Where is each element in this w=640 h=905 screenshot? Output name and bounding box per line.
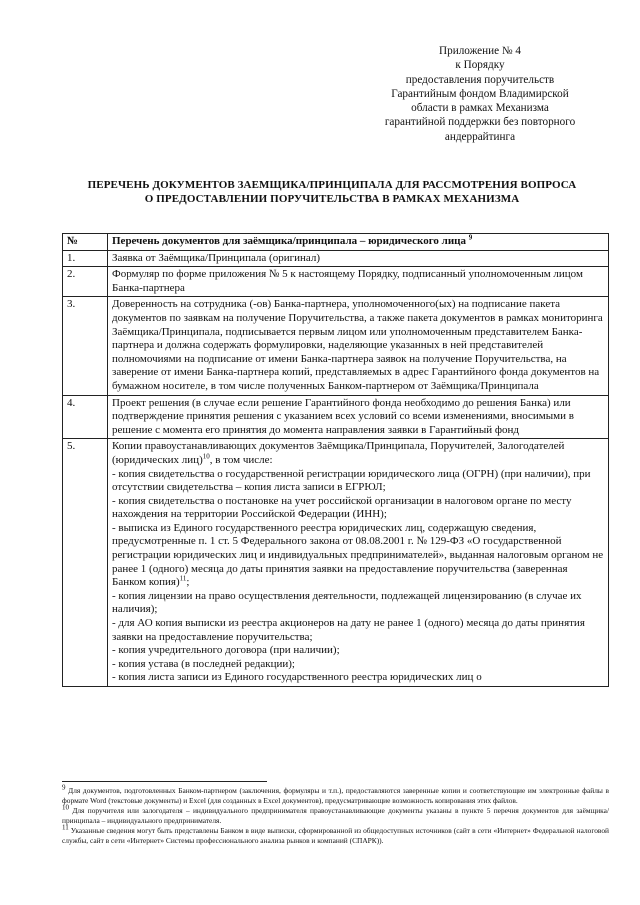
- footnote-mark: 10: [62, 803, 69, 812]
- row-number: 3.: [63, 297, 108, 395]
- footnote-ref: 10: [202, 452, 210, 461]
- title-line-1: ПЕРЕЧЕНЬ ДОКУМЕНТОВ ЗАЕМЩИКА/ПРИНЦИПАЛА ДЛЯ РАССМОТРЕНИЯ ВОПРОСА: [87, 179, 577, 191]
- list-item: - копия устава (в последней редакции);: [112, 657, 295, 670]
- row-text: [108, 439, 609, 687]
- header-title-text: Перечень документов для заёмщика/принципала – юридического лица: [112, 235, 467, 247]
- footnote-text: Для поручителя или залогодателя – индивидуального предпринимателя правоустанавливающие документы указаны в пункте 5 перечня документов для заёмщика/принципала – индивидуального предпринимателя.: [62, 806, 609, 825]
- appendix-line: гарантийной поддержки без повторного: [384, 116, 576, 129]
- row-number: 4.: [63, 395, 108, 439]
- footnote-text: Для документов, подготовленных Банком-партнером (заключения, формуляры и т.п.), предоставляются заверенные копии и соответствующие им электронные файлы в формате Word (текстовые документы) и Excel (для созданных в Excel документов), предусматривающие возможность копирования этих файлов.: [62, 786, 609, 805]
- title-line-2: О ПРЕДОСТАВЛЕНИИ ПОРУЧИТЕЛЬСТВА В РАМКАХ МЕХАНИЗМА: [144, 193, 520, 205]
- appendix-line: Приложение № 4: [439, 45, 521, 57]
- extract-tail: ;: [186, 576, 190, 589]
- footnote-mark: 9: [62, 783, 66, 792]
- document-title: [62, 178, 602, 206]
- footnote-text: Указанные сведения могут быть представлены Банком в виде выписки, сформированной из общедоступных источников (сайт в сети «Интернет» Федеральной налоговой службы, сайт в сети «Интернет» Системы профессионального анализа рынков и компаний (СПАРК)).: [62, 826, 609, 845]
- appendix-line: предоставления поручительств: [405, 73, 555, 86]
- row5-intro-text: Копии правоустанавливающих документов Заёмщика/Принципала, Поручителей, Залогодателей (юридических лиц): [112, 440, 565, 466]
- list-item: - копия лицензии на право осуществления деятельности, подлежащей лицензированию (в случае их наличия);: [112, 589, 582, 616]
- header-title: [108, 234, 609, 251]
- footnotes: [62, 783, 609, 847]
- list-item: - копия листа записи из Единого государственного реестра юридических лиц о: [112, 671, 482, 684]
- list-item: - для АО копия выписки из реестра акционеров на дату не ранее 1 (одного) месяца до даты принятия заявки на предоставление поручительства;: [112, 617, 585, 643]
- row-text: Формуляр по форме приложения № 5 к настоящему Порядку, подписанный уполномоченным лицом Банка-партнера: [108, 267, 609, 297]
- row5-intro-tail: , в том числе:: [209, 453, 273, 466]
- list-item: [112, 522, 604, 590]
- row-number: 5.: [63, 439, 108, 687]
- table-row: [63, 395, 609, 439]
- table-row: [63, 439, 609, 687]
- row-number: 1.: [63, 250, 108, 267]
- table-row: [63, 267, 609, 297]
- documents-table: [62, 233, 609, 687]
- appendix-line: к Порядку: [455, 59, 505, 72]
- row-number: 2.: [63, 267, 108, 297]
- table-row: [63, 250, 609, 267]
- row-text: Проект решения (в случае если решение Гарантийного фонда необходимо до решения Банка) или подтверждение принятия решения с указанием всех условий со всеми изменениями, вносимыми в решение с момента его принятия до момента направления заявки в Гарантийный фонд: [108, 395, 609, 439]
- list-item: - копия свидетельства о постановке на учет российской организации в налоговом органе по месту нахождения на территории Российской Федерации (ИНН);: [112, 494, 572, 521]
- list-item: - копия свидетельства о государственной регистрации юридического лица (ОГРН) (при наличии), при отсутствии свидетельства – копия листа записи в ЕГРЮЛ;: [112, 467, 591, 494]
- footnote: [62, 803, 609, 825]
- row-text: Заявка от Заёмщика/Принципала (оригинал): [108, 250, 609, 267]
- row5-intro: [112, 440, 604, 467]
- footnote: [62, 823, 609, 845]
- footnote-divider: [62, 781, 267, 782]
- footnote-ref: 9: [468, 233, 473, 242]
- appendix-line: андеррайтинга: [444, 130, 516, 143]
- table-header-row: [63, 234, 609, 251]
- list-item: - копия учредительного договора (при наличии);: [112, 644, 340, 657]
- footnote: [62, 783, 609, 805]
- header-number: №: [63, 234, 108, 251]
- appendix-line: области в рамках Механизма: [411, 102, 549, 115]
- appendix-line: Гарантийным фондом Владимирской: [391, 87, 569, 100]
- row-text: Доверенность на сотрудника (-ов) Банка-партнера, уполномоченного(ых) на подписание пакета документов по заявкам на получение Поручительства, а также пакета документов в рамках мониторинга Заёмщика/Принципала, подписывается первым лицом или уполномоченным представителем Банка-партнера и должна содержать формулировки, наделяющие указанных в ней представителей полномочиями на подписание от имени Банка-партнера заявок на получение Поручительства, на заверение от имени Банка-партнера копий, представляемых в адрес Гарантийного фонда документов на бумажном носителе, в том числе полученных Банком-партнером от Заёмщика/Принципала: [108, 297, 609, 395]
- appendix-header: [360, 44, 600, 144]
- footnote-mark: 11: [62, 823, 69, 832]
- table-row: [63, 297, 609, 395]
- extract-text: - выписка из Единого государственного реестра юридических лиц, содержащую сведения, предусмотренные п. 1 ст. 5 Федерального закона от 08.08.2001 г. № 129-ФЗ «О государственной регистрации юридических лиц и индивидуальных предпринимателей», выданная налоговым органом не ранее 1 (одного) месяца до даты принятия заявки на предоставление поручительства (заверенная Банком копия): [112, 521, 604, 589]
- footnote-ref: 11: [179, 574, 187, 583]
